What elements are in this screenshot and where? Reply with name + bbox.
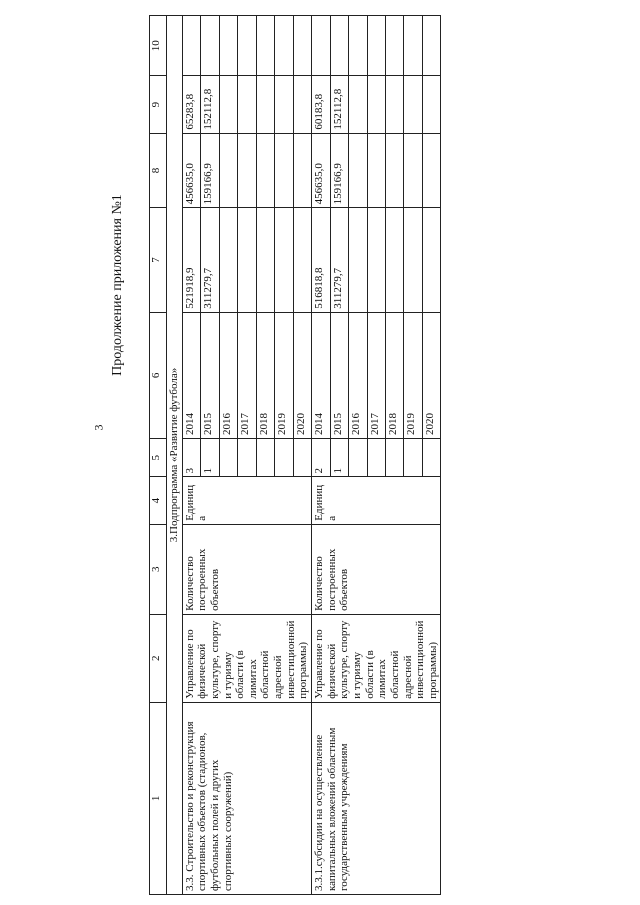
column-number: 3	[150, 524, 167, 614]
year-cell: 2017	[238, 312, 256, 438]
year-cell: 2014	[182, 312, 200, 438]
total-amount-cell	[275, 208, 293, 312]
indicator-value-cell	[385, 439, 403, 477]
year-cell: 2018	[385, 312, 403, 438]
indicator-value-cell: 1	[330, 439, 348, 477]
federal-amount-cell	[293, 133, 312, 208]
total-amount-cell	[238, 208, 256, 312]
total-amount-cell: 521918,9	[182, 208, 200, 312]
unit-cell: Единица	[182, 477, 311, 524]
activity-name-cell: 3.3.1.субсидии на осуществление капитальных вложений областным государственным учреждениям	[312, 702, 441, 894]
year-cell: 2016	[219, 312, 237, 438]
federal-amount-cell: 159166,9	[330, 133, 348, 208]
total-amount-cell: 311279,7	[201, 208, 219, 312]
empty-cell	[385, 16, 403, 77]
activity-name-cell: 3.3. Строительство и реконструкция спортивных объектов (стадионов, футбольных полей и других спортивных сооружений)	[182, 702, 311, 894]
total-amount-cell	[422, 208, 441, 312]
column-number: 5	[150, 439, 167, 477]
empty-cell	[312, 16, 330, 77]
empty-cell	[219, 16, 237, 77]
federal-amount-cell	[367, 133, 385, 208]
year-cell: 2019	[404, 312, 422, 438]
indicator-value-cell	[349, 439, 367, 477]
table-row	[182, 16, 200, 895]
column-number: 10	[150, 16, 167, 77]
year-cell: 2017	[367, 312, 385, 438]
indicator-value-cell	[404, 439, 422, 477]
regional-amount-cell: 152112,8	[330, 76, 348, 133]
regional-amount-cell: 152112,8	[201, 76, 219, 133]
federal-amount-cell: 159166,9	[201, 133, 219, 208]
year-cell: 2020	[422, 312, 441, 438]
subprogram-title: 3.Подпрограмма «Развитие футбола»	[167, 16, 183, 895]
empty-cell	[422, 16, 441, 77]
empty-cell	[201, 16, 219, 77]
total-amount-cell	[367, 208, 385, 312]
column-number: 8	[150, 133, 167, 208]
empty-cell	[293, 16, 312, 77]
indicator-value-cell: 2	[312, 439, 330, 477]
empty-cell	[182, 16, 200, 77]
regional-amount-cell	[367, 76, 385, 133]
indicator-value-cell	[422, 439, 441, 477]
regional-amount-cell	[275, 76, 293, 133]
column-number-row	[150, 16, 167, 895]
regional-amount-cell	[238, 76, 256, 133]
federal-amount-cell	[219, 133, 237, 208]
total-amount-cell	[404, 208, 422, 312]
program-table	[149, 15, 441, 895]
year-cell: 2015	[201, 312, 219, 438]
regional-amount-cell	[219, 76, 237, 133]
executor-cell: Управление по физической культуре, спорту и туризму области (в лимитах областной адресной инвестиционной программы)	[312, 614, 441, 702]
federal-amount-cell	[256, 133, 274, 208]
empty-cell	[330, 16, 348, 77]
regional-amount-cell	[349, 76, 367, 133]
column-number: 1	[150, 702, 167, 894]
federal-amount-cell: 456635,0	[182, 133, 200, 208]
federal-amount-cell	[385, 133, 403, 208]
subprogram-row	[167, 16, 183, 895]
total-amount-cell: 516818,8	[312, 208, 330, 312]
year-cell: 2016	[349, 312, 367, 438]
empty-cell	[275, 16, 293, 77]
column-number: 2	[150, 614, 167, 702]
regional-amount-cell	[385, 76, 403, 133]
year-cell: 2014	[312, 312, 330, 438]
federal-amount-cell	[404, 133, 422, 208]
total-amount-cell	[349, 208, 367, 312]
unit-cell: Единица	[312, 477, 441, 524]
column-number: 6	[150, 312, 167, 438]
regional-amount-cell	[404, 76, 422, 133]
indicator-cell: Количество построенных объектов	[312, 524, 441, 614]
column-number: 7	[150, 208, 167, 312]
year-cell: 2015	[330, 312, 348, 438]
executor-cell: Управление по физической культуре, спорту и туризму области (в лимитах областной адресной инвестиционной программы)	[182, 614, 311, 702]
total-amount-cell: 311279,7	[330, 208, 348, 312]
federal-amount-cell: 456635,0	[312, 133, 330, 208]
page-number: 3	[91, 424, 106, 431]
empty-cell	[404, 16, 422, 77]
column-number: 4	[150, 477, 167, 524]
indicator-value-cell: 3	[182, 439, 200, 477]
federal-amount-cell	[422, 133, 441, 208]
empty-cell	[256, 16, 274, 77]
federal-amount-cell	[349, 133, 367, 208]
total-amount-cell	[385, 208, 403, 312]
indicator-value-cell	[219, 439, 237, 477]
table-row	[312, 16, 330, 895]
total-amount-cell	[219, 208, 237, 312]
column-number: 9	[150, 76, 167, 133]
indicator-value-cell	[256, 439, 274, 477]
regional-amount-cell	[422, 76, 441, 133]
empty-cell	[349, 16, 367, 77]
regional-amount-cell: 60183,8	[312, 76, 330, 133]
regional-amount-cell	[293, 76, 312, 133]
total-amount-cell	[293, 208, 312, 312]
federal-amount-cell	[275, 133, 293, 208]
indicator-value-cell	[275, 439, 293, 477]
year-cell: 2020	[293, 312, 312, 438]
indicator-value-cell: 1	[201, 439, 219, 477]
rotated-table-wrapper	[149, 15, 639, 895]
regional-amount-cell: 65283,8	[182, 76, 200, 133]
total-amount-cell	[256, 208, 274, 312]
year-cell: 2019	[275, 312, 293, 438]
regional-amount-cell	[256, 76, 274, 133]
indicator-value-cell	[238, 439, 256, 477]
table-body	[182, 16, 441, 895]
empty-cell	[238, 16, 256, 77]
federal-amount-cell	[238, 133, 256, 208]
page-heading: Продолжение приложения №1	[110, 194, 125, 376]
empty-cell	[367, 16, 385, 77]
year-cell: 2018	[256, 312, 274, 438]
indicator-value-cell	[367, 439, 385, 477]
indicator-value-cell	[293, 439, 312, 477]
indicator-cell: Количество построенных объектов	[182, 524, 311, 614]
